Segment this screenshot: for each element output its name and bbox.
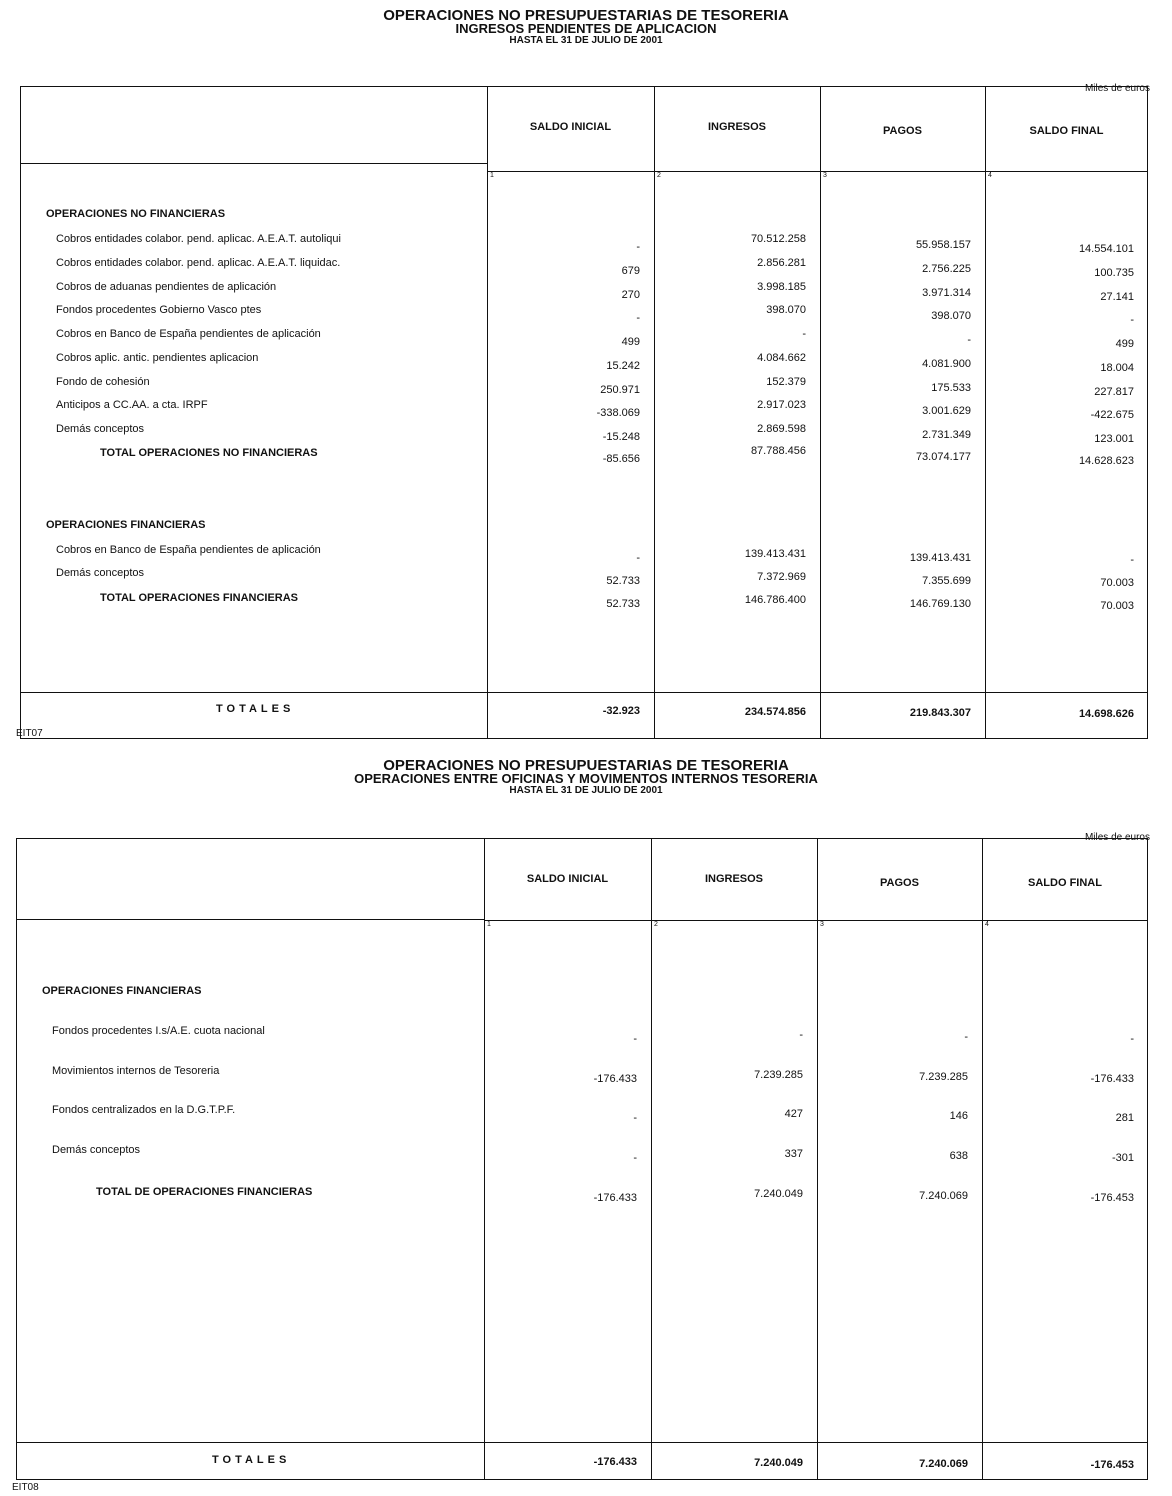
table-frame [16, 838, 1148, 1480]
cell-value: 70.512.258 [750, 233, 806, 245]
total-value: 87.788.456 [750, 445, 806, 457]
cell-value: -176.433 [593, 1073, 637, 1085]
cell-value: 679 [621, 265, 640, 277]
column-number: 1 [490, 172, 494, 179]
cell-value: - [636, 552, 640, 564]
column-number: 4 [988, 172, 992, 179]
cell-value: 2.856.281 [757, 257, 806, 269]
column-header: SALDO INICIAL [529, 121, 612, 133]
total-value: 70.003 [1100, 600, 1134, 612]
column-header: PAGOS [880, 877, 919, 889]
row-label: Demás conceptos [56, 423, 145, 435]
totales-divider [20, 692, 1148, 693]
units-label: Miles de euros [1084, 832, 1150, 843]
column-divider [985, 86, 986, 739]
total-value: 14.628.623 [1078, 455, 1134, 467]
cell-value: - [1130, 314, 1134, 326]
cell-value: 3.001.629 [922, 405, 971, 417]
row-label: Cobros de aduanas pendientes de aplicación [56, 281, 277, 293]
cell-value: 55.958.157 [915, 239, 971, 251]
table-code: EIT08 [12, 1482, 39, 1493]
row-label: Fondos centralizados en la D.G.T.P.F. [52, 1104, 236, 1116]
report-title: OPERACIONES NO PRESUPUESTARIAS DE TESORERIA [383, 7, 789, 24]
header-divider [16, 919, 484, 920]
totales-value: 7.240.049 [754, 1457, 803, 1469]
cell-value: - [1130, 554, 1134, 566]
cell-value: - [1130, 1033, 1134, 1045]
totales-value: -176.433 [593, 1456, 637, 1468]
row-label: Demás conceptos [56, 567, 145, 579]
column-divider [654, 86, 655, 739]
cell-value: - [633, 1152, 637, 1164]
column-header: SALDO INICIAL [526, 873, 609, 885]
cell-value: 227.817 [1094, 386, 1134, 398]
total-value: 146.769.130 [909, 598, 971, 610]
cell-value: 398.070 [931, 310, 971, 322]
report-title-block [0, 758, 1172, 796]
cell-value: 139.413.431 [909, 552, 971, 564]
report-date: HASTA EL 31 DE JULIO DE 2001 [509, 35, 663, 46]
cell-value: 7.239.285 [919, 1071, 968, 1083]
column-number: 2 [654, 921, 658, 928]
cell-value: - [964, 1031, 968, 1043]
cell-value: 499 [621, 336, 640, 348]
cell-value: 7.239.285 [754, 1069, 803, 1081]
column-header: INGRESOS [707, 121, 767, 133]
cell-value: 7.355.699 [922, 575, 971, 587]
row-label: Cobros entidades colabor. pend. aplicac. A.E.A.T. liquidac. [56, 257, 341, 269]
cell-value: 2.731.349 [922, 429, 971, 441]
column-divider [820, 86, 821, 739]
report-date: HASTA EL 31 DE JULIO DE 2001 [509, 785, 663, 796]
cell-value: 152.379 [766, 376, 806, 388]
cell-value: 175.533 [931, 382, 971, 394]
table-code: EIT07 [16, 728, 43, 739]
header-divider [20, 163, 487, 164]
column-number: 2 [657, 172, 661, 179]
cell-value: 4.084.662 [757, 352, 806, 364]
cell-value: 15.242 [606, 360, 640, 372]
column-divider [487, 86, 488, 739]
row-label: Anticipos a CC.AA. a cta. IRPF [56, 399, 208, 411]
total-value: 73.074.177 [915, 451, 971, 463]
header-divider [487, 171, 1148, 172]
row-label: Demás conceptos [52, 1144, 141, 1156]
cell-value: 123.001 [1094, 433, 1134, 445]
cell-value: 250.971 [600, 384, 640, 396]
cell-value: 2.917.023 [757, 399, 806, 411]
section-heading: OPERACIONES FINANCIERAS [42, 985, 202, 997]
report-subtitle: INGRESOS PENDIENTES DE APLICACION [455, 21, 717, 36]
cell-value: -176.433 [1090, 1073, 1134, 1085]
total-value: -85.656 [602, 453, 640, 465]
cell-value: - [802, 328, 806, 340]
cell-value: -422.675 [1090, 409, 1134, 421]
row-label: Fondos procedentes I.s/A.E. cuota nacional [52, 1025, 265, 1037]
row-label: Fondo de cohesión [56, 376, 150, 388]
section-total-label: TOTAL OPERACIONES FINANCIERAS [100, 592, 299, 604]
report-title-block [0, 8, 1172, 46]
column-divider [651, 838, 652, 1480]
cell-value: - [967, 334, 971, 346]
cell-value: 3.971.314 [922, 287, 971, 299]
column-divider [982, 838, 983, 1480]
cell-value: 427 [784, 1108, 803, 1120]
table-frame [20, 86, 1148, 739]
row-label: Cobros entidades colabor. pend. aplicac. A.E.A.T. autoliqui [56, 233, 341, 245]
cell-value: 3.998.185 [757, 281, 806, 293]
units-label: Miles de euros [1084, 83, 1150, 94]
cell-value: 18.004 [1100, 362, 1134, 374]
cell-value: 2.869.598 [757, 423, 806, 435]
totales-value: -176.453 [1090, 1459, 1134, 1471]
section-heading: OPERACIONES NO FINANCIERAS [46, 208, 226, 220]
row-label: Cobros aplic. antic. pendientes aplicacion [56, 352, 259, 364]
column-number: 3 [820, 921, 824, 928]
totales-value: 234.574.856 [744, 706, 806, 718]
cell-value: - [633, 1112, 637, 1124]
section-heading: OPERACIONES FINANCIERAS [46, 519, 206, 531]
cell-value: 7.372.969 [757, 571, 806, 583]
total-value: 7.240.069 [919, 1190, 968, 1202]
total-value: -176.453 [1090, 1192, 1134, 1204]
cell-value: -301 [1111, 1152, 1134, 1164]
cell-value: 27.141 [1100, 291, 1134, 303]
total-value: 52.733 [606, 598, 640, 610]
cell-value: 281 [1115, 1112, 1134, 1124]
totales-value: 14.698.626 [1078, 708, 1134, 720]
report-title: OPERACIONES NO PRESUPUESTARIAS DE TESORERIA [383, 757, 789, 774]
totales-value: 219.843.307 [909, 707, 971, 719]
cell-value: 52.733 [606, 575, 640, 587]
cell-value: -15.248 [602, 431, 640, 443]
row-label: Movimientos internos de Tesoreria [52, 1065, 220, 1077]
totales-value: 7.240.069 [919, 1458, 968, 1470]
row-label: Fondos procedentes Gobierno Vasco ptes [56, 304, 262, 316]
total-value: 146.786.400 [744, 594, 806, 606]
totales-divider [16, 1442, 1148, 1443]
totales-value: -32.923 [602, 705, 640, 717]
cell-value: - [799, 1029, 803, 1041]
totales-label: TOTALES [212, 1454, 291, 1466]
total-value: 7.240.049 [754, 1188, 803, 1200]
column-divider [817, 838, 818, 1480]
column-number: 3 [823, 172, 827, 179]
cell-value: 14.554.101 [1078, 243, 1134, 255]
totales-label: TOTALES [216, 703, 295, 715]
cell-value: 270 [621, 289, 640, 301]
section-total-label: TOTAL DE OPERACIONES FINANCIERAS [96, 1186, 313, 1198]
cell-value: 499 [1115, 338, 1134, 350]
report-subtitle: OPERACIONES ENTRE OFICINAS Y MOVIMENTOS INTERNOS TESORERIA [354, 771, 818, 786]
column-header: SALDO FINAL [1029, 125, 1104, 137]
column-header: PAGOS [883, 125, 922, 137]
cell-value: - [633, 1033, 637, 1045]
row-label: Cobros en Banco de España pendientes de aplicación [56, 328, 321, 340]
cell-value: 4.081.900 [922, 358, 971, 370]
column-header: INGRESOS [704, 873, 764, 885]
cell-value: -338.069 [596, 407, 640, 419]
total-value: -176.433 [593, 1192, 637, 1204]
cell-value: - [636, 312, 640, 324]
cell-value: 337 [784, 1148, 803, 1160]
cell-value: 638 [949, 1150, 968, 1162]
cell-value: - [636, 241, 640, 253]
cell-value: 70.003 [1100, 577, 1134, 589]
column-number: 4 [985, 921, 989, 928]
cell-value: 146 [949, 1110, 968, 1122]
cell-value: 139.413.431 [744, 548, 806, 560]
column-header: SALDO FINAL [1028, 877, 1102, 889]
row-label: Cobros en Banco de España pendientes de aplicación [56, 544, 321, 556]
header-divider [484, 920, 1148, 921]
column-number: 1 [487, 921, 491, 928]
cell-value: 2.756.225 [922, 263, 971, 275]
cell-value: 100.735 [1094, 267, 1134, 279]
cell-value: 398.070 [766, 304, 806, 316]
column-divider [484, 838, 485, 1480]
section-total-label: TOTAL OPERACIONES NO FINANCIERAS [100, 447, 318, 459]
